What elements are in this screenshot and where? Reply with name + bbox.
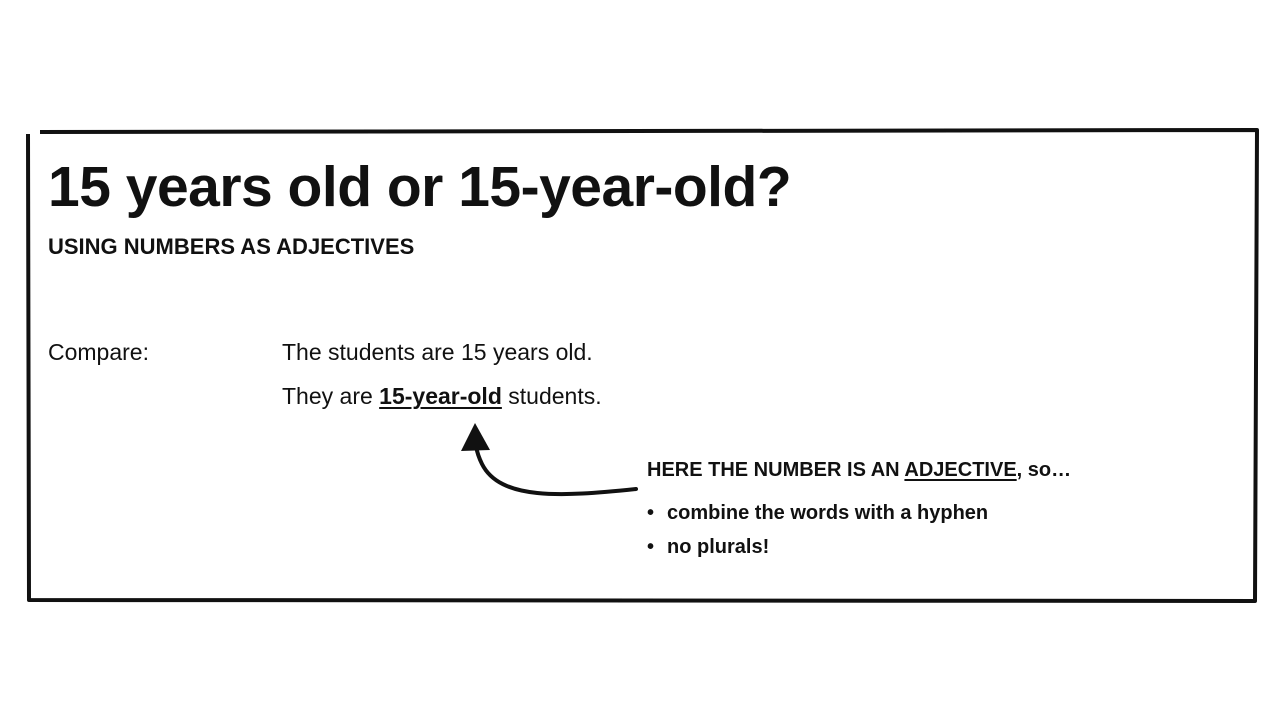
note-heading: [647, 457, 1071, 483]
highlighted-adjective: 15-year-old: [379, 383, 502, 409]
slide-title: 15 years old or 15-year-old?: [48, 155, 792, 219]
note-heading-before: HERE THE NUMBER IS AN: [647, 459, 905, 481]
rule-item: • no plurals!: [647, 530, 988, 564]
rule-list: [647, 496, 988, 564]
example-2-after: students.: [501, 383, 602, 409]
curved-arrow: [476, 446, 636, 494]
example-sentence-2: [282, 382, 602, 410]
rule-item: • combine the words with a hyphen: [647, 496, 988, 530]
note-heading-after: , so…: [1016, 459, 1072, 481]
example-sentence-1: The students are 15 years old.: [282, 339, 593, 365]
note-keyword: ADJECTIVE: [904, 459, 1017, 481]
compare-label: Compare:: [48, 339, 149, 365]
example-2-before: They are: [282, 383, 380, 409]
arrow-head-icon: [461, 423, 490, 451]
slide-subtitle: USING NUMBERS AS ADJECTIVES: [48, 234, 415, 259]
